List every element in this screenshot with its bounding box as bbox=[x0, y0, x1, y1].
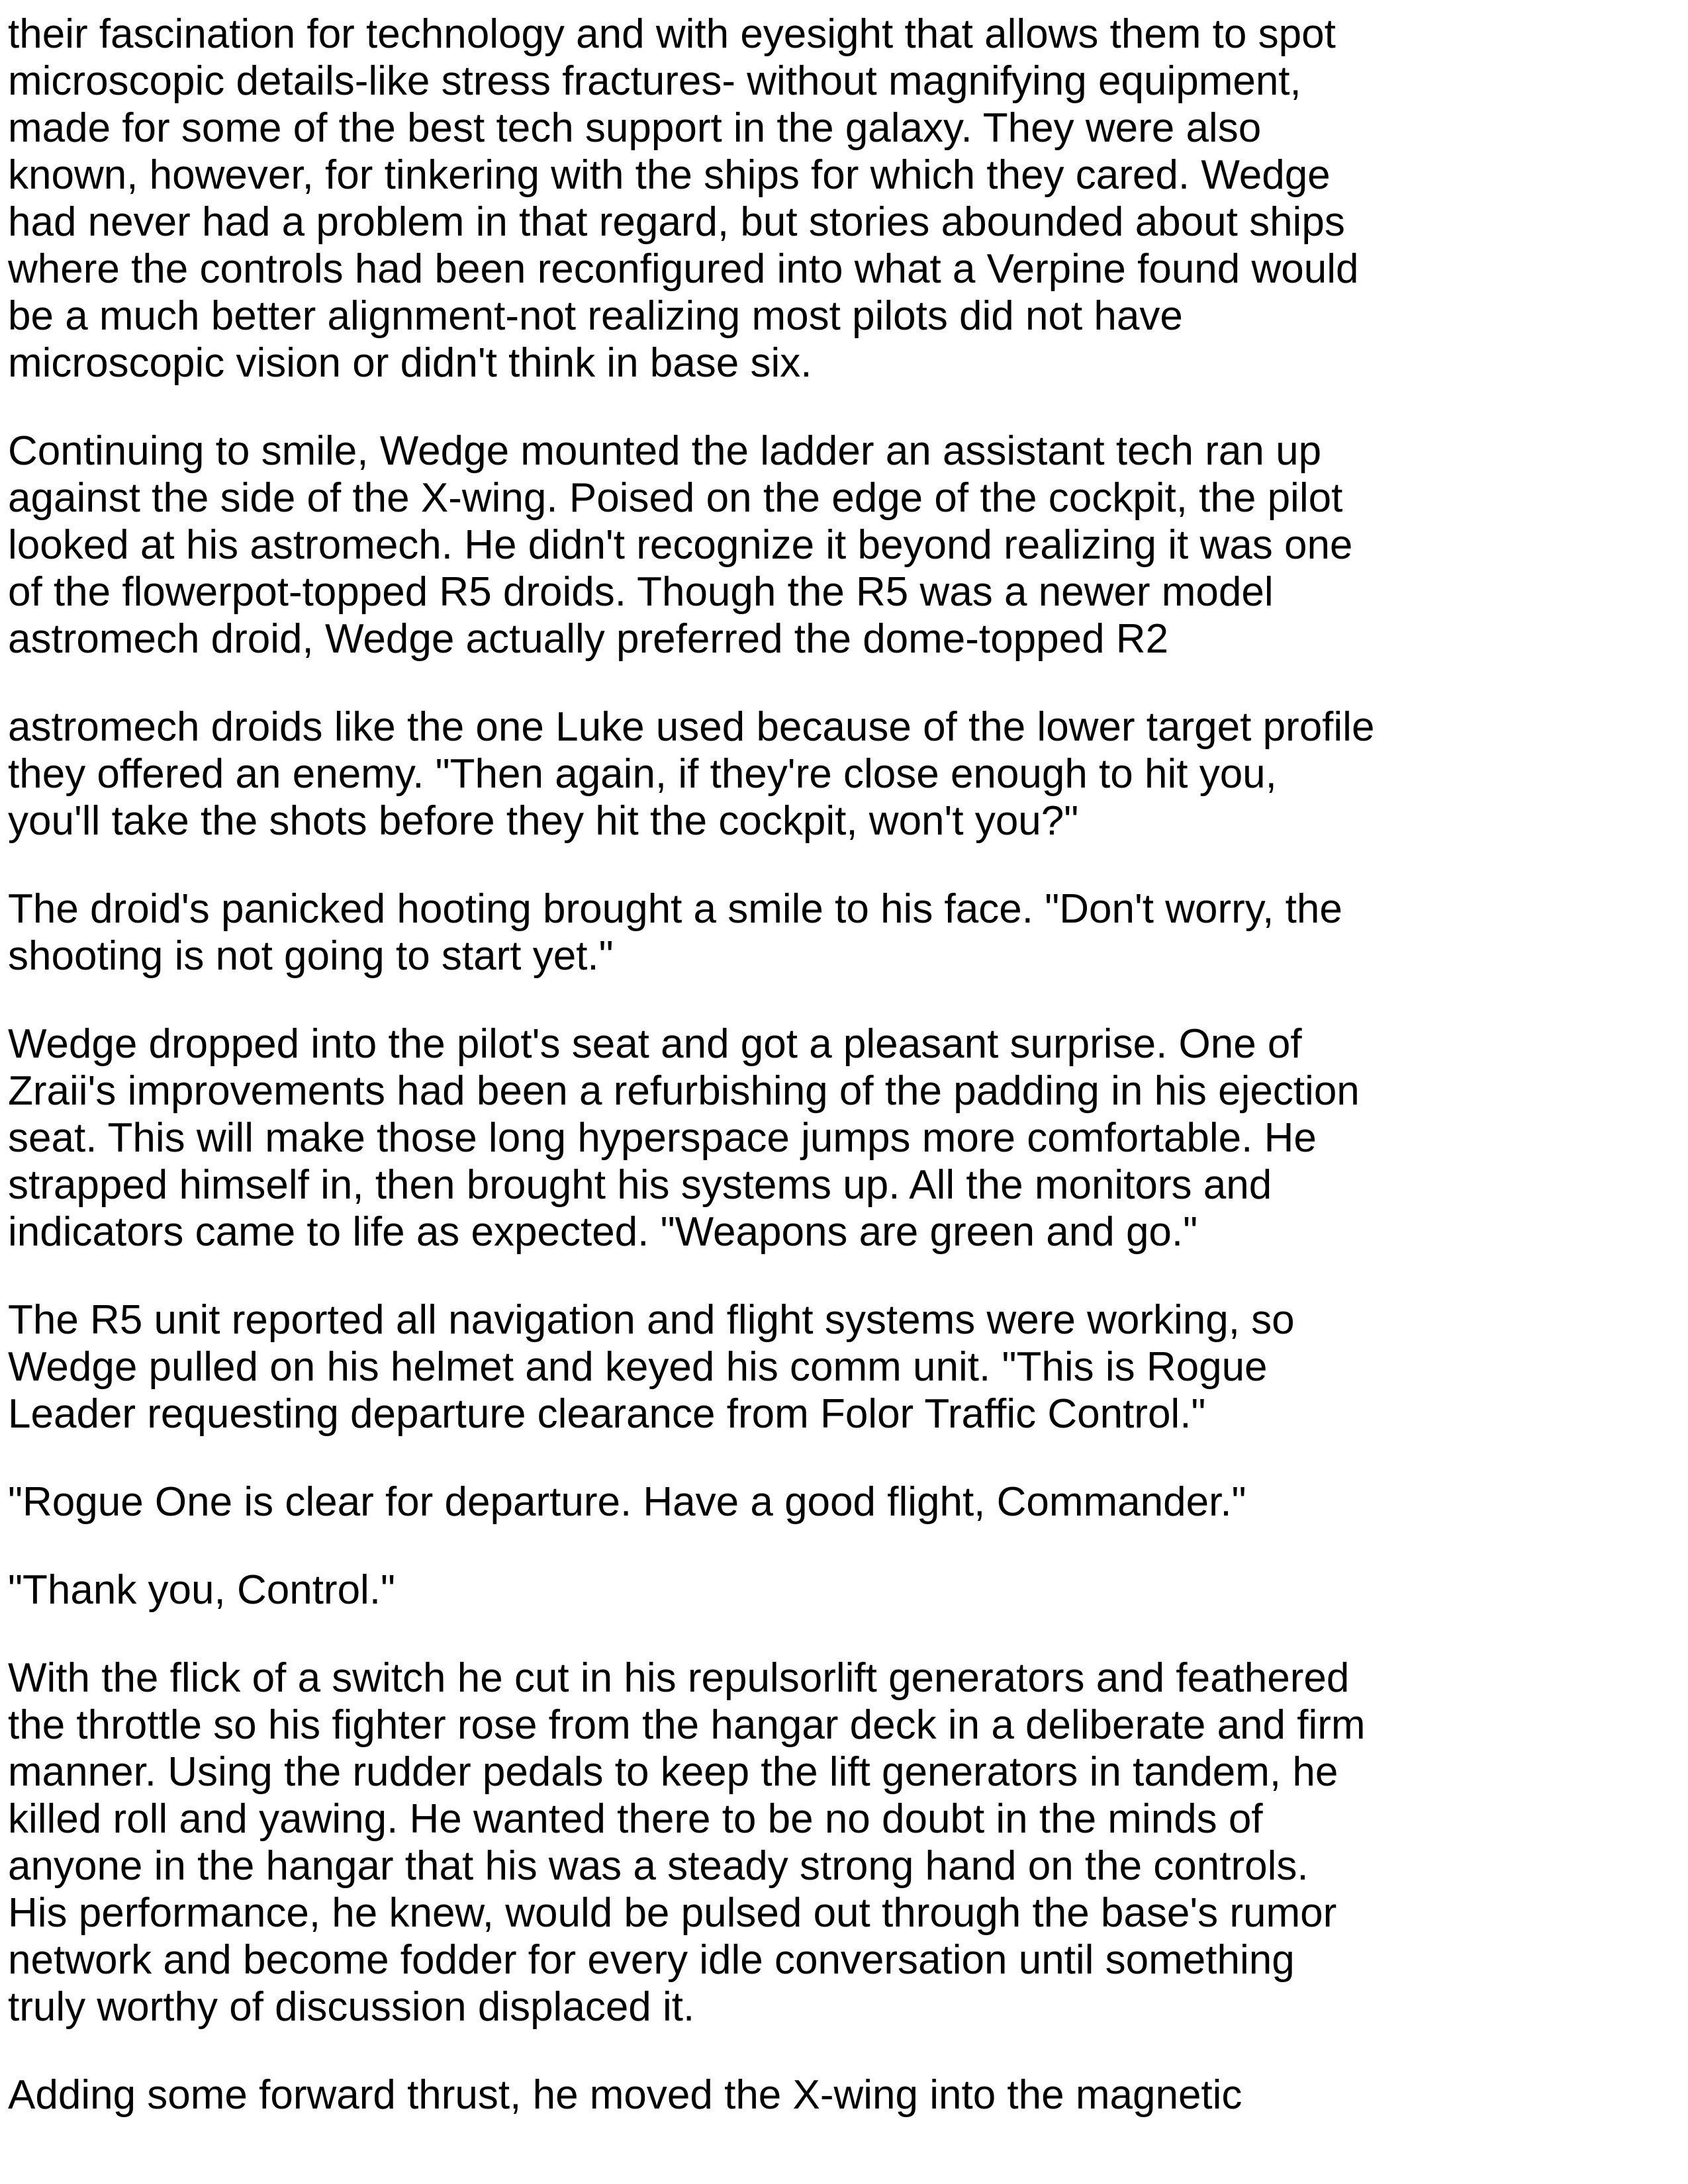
text-line: astromech droid, Wedge actually preferred the dome-topped R2 bbox=[8, 616, 1169, 662]
text-line: seat. This will make those long hyperspace jumps more comfortable. He bbox=[8, 1115, 1317, 1161]
text-line: where the controls had been reconfigured into what a Verpine found would bbox=[8, 246, 1359, 292]
text-line: microscopic vision or didn't think in base six. bbox=[8, 340, 812, 386]
text-line: network and become fodder for every idle conversation until something bbox=[8, 1937, 1295, 1983]
text-line: Leader requesting departure clearance from Folor Traffic Control." bbox=[8, 1391, 1206, 1437]
text-line: truly worthy of discussion displaced it. bbox=[8, 1984, 695, 2030]
text-line: had never had a problem in that regard, but stories abounded about ships bbox=[8, 199, 1345, 245]
text-line: you'll take the shots before they hit the cockpit, won't you?" bbox=[8, 798, 1079, 844]
paragraph-3 bbox=[8, 704, 1398, 844]
text-line: they offered an enemy. "Then again, if they're close enough to hit you, bbox=[8, 751, 1277, 797]
paragraph-5 bbox=[8, 1021, 1398, 1255]
text-line: Continuing to smile, Wedge mounted the ladder an assistant tech ran up bbox=[8, 428, 1322, 474]
paragraph-4 bbox=[8, 886, 1398, 979]
text-line: killed roll and yawing. He wanted there to be no doubt in the minds of bbox=[8, 1796, 1263, 1842]
text-line: microscopic details-like stress fractures- without magnifying equipment, bbox=[8, 58, 1301, 104]
paragraph-7 bbox=[8, 1479, 1398, 1525]
text-line: Wedge pulled on his helmet and keyed his comm unit. "This is Rogue bbox=[8, 1344, 1268, 1390]
text-line: indicators came to life as expected. "Weapons are green and go." bbox=[8, 1209, 1198, 1255]
text-line: The droid's panicked hooting brought a smile to his face. "Don't worry, the bbox=[8, 886, 1342, 932]
text-line: manner. Using the rudder pedals to keep the lift generators in tandem, he bbox=[8, 1749, 1338, 1795]
text-line: "Thank you, Control." bbox=[8, 1567, 396, 1613]
text-line: His performance, he knew, would be pulsed out through the base's rumor bbox=[8, 1890, 1337, 1936]
text-line: The R5 unit reported all navigation and flight systems were working, so bbox=[8, 1297, 1295, 1343]
text-line: anyone in the hangar that his was a steady strong hand on the controls. bbox=[8, 1843, 1309, 1889]
text-line: made for some of the best tech support in the galaxy. They were also bbox=[8, 105, 1262, 151]
text-line: known, however, for tinkering with the ships for which they cared. Wedge bbox=[8, 152, 1331, 198]
text-line: Adding some forward thrust, he moved the X-wing into the magnetic bbox=[8, 2072, 1243, 2118]
text-line: shooting is not going to start yet." bbox=[8, 933, 614, 979]
text-line: Zraii's improvements had been a refurbishing of the padding in his ejection bbox=[8, 1068, 1360, 1114]
paragraph-10 bbox=[8, 2071, 1398, 2118]
text-line: their fascination for technology and with eyesight that allows them to spot bbox=[8, 11, 1336, 57]
text-line: looked at his astromech. He didn't recognize it beyond realizing it was one bbox=[8, 522, 1353, 568]
text-line: against the side of the X-wing. Poised on the edge of the cockpit, the pilot bbox=[8, 475, 1343, 521]
paragraph-9 bbox=[8, 1655, 1398, 2030]
text-line: the throttle so his fighter rose from the hangar deck in a deliberate and firm bbox=[8, 1702, 1366, 1748]
paragraph-8 bbox=[8, 1567, 1398, 1614]
document-page bbox=[8, 11, 1398, 2160]
text-line: be a much better alignment-not realizing most pilots did not have bbox=[8, 293, 1183, 339]
text-line: Wedge dropped into the pilot's seat and got a pleasant surprise. One of bbox=[8, 1021, 1302, 1067]
paragraph-6 bbox=[8, 1297, 1398, 1437]
text-line: astromech droids like the one Luke used because of the lower target profile bbox=[8, 704, 1375, 750]
text-line: With the flick of a switch he cut in his repulsorlift generators and feathered bbox=[8, 1655, 1350, 1701]
text-line: strapped himself in, then brought his systems up. All the monitors and bbox=[8, 1162, 1272, 1208]
text-line: of the flowerpot-topped R5 droids. Though the R5 was a newer model bbox=[8, 569, 1274, 615]
text-line: "Rogue One is clear for departure. Have a good flight, Commander." bbox=[8, 1479, 1246, 1525]
paragraph-1 bbox=[8, 11, 1398, 387]
paragraph-2 bbox=[8, 428, 1398, 662]
